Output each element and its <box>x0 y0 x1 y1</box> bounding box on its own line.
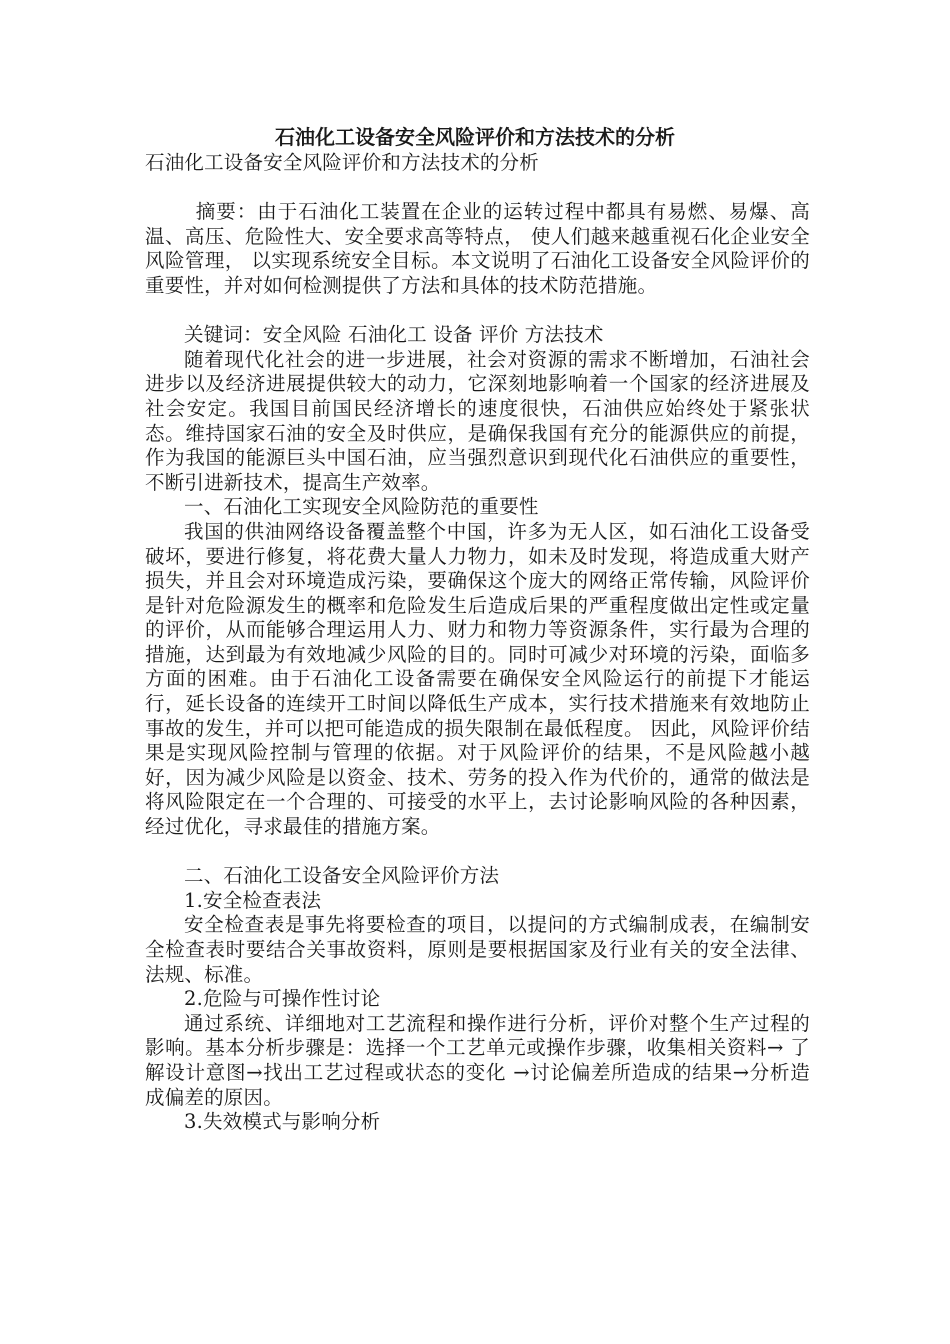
method-2-paragraph: 通过系统、详细地对工艺流程和操作进行分析，评价对整个生产过程的影响。基本分析步骤是：选择一个工艺单元或操作步骤，收集相关资料→ 了解设计意图→找出工艺过程或状态的变化 →讨论偏差所造成的结果→分析造成偏差的原因。 <box>145 1011 810 1109</box>
spacer <box>145 299 810 324</box>
document-title: 石油化工设备安全风险评价和方法技术的分析 <box>275 125 675 149</box>
method-2-heading: 2.危险与可操作性讨论 <box>184 987 381 1011</box>
spacer <box>145 840 810 865</box>
method-1-paragraph: 安全检查表是事先将要检查的项目，以提问的方式编制成表，在编制安全检查表时要结合关事故资料，原则是要根据国家及行业有关的安全法律、法规、标准。 <box>145 913 810 986</box>
section-2-heading: 二、石油化工设备安全风险评价方法 <box>184 864 500 888</box>
method-1-heading: 1.安全检查表法 <box>184 888 322 912</box>
spacer <box>145 176 810 201</box>
document-subtitle: 石油化工设备安全风险评价和方法技术的分析 <box>145 151 540 174</box>
intro-paragraph: 随着现代化社会的进一步进展，社会对资源的需求不断增加，石油社会进步以及经济进展提供较大的动力，它深刻地影响着一个国家的经济进展及社会安定。我国目前国民经济增长的速度很快，石油供应始终处于紧张状态。维持国家石油的安全及时供应，是确保我国有充分的能源供应的前提，作为我国的能源巨头中国石油，应当强烈意识到现代化石油供应的重要性，不断引进新技术，提高生产效率。 <box>145 347 810 494</box>
document-body <box>145 151 810 1135</box>
section-1-heading: 一、石油化工实现安全风险防范的重要性 <box>184 495 539 519</box>
keywords-line: 关键词：安全风险 石油化工 设备 评价 方法技术 <box>184 323 604 347</box>
abstract-paragraph: 摘要：由于石油化工装置在企业的运转过程中都具有易燃、易爆、高温、高压、危险性大、安全要求高等特点， 使人们越来越重视石化企业安全风险管理， 以实现系统安全目标。本文说明了石油化工设备安全风险评价的重要性，并对如何检测提供了方法和具体的技术防范措施。 <box>145 200 810 297</box>
section-1-paragraph: 我国的供油网络设备覆盖整个中国，许多为无人区，如石油化工设备受破坏，要进行修复，将花费大量人力物力，如未及时发现，将造成重大财产损失，并且会对环境造成污染，要确保这个庞大的网络正常传输，风险评价是针对危险源发生的概率和危险发生后造成后果的严重程度做出定性或定量的评价，从而能够合理运用人力、财力和物力等资源条件，实行最为合理的措施，达到最为有效地减少风险的目的。同时可减少对环境的污染，面临多方面的困难。由于石油化工设备需要在确保安全风险运行的前提下才能运行，延长设备的连续开工时间以降低生产成本，实行技术措施来有效地防止事故的发生，并可以把可能造成的损失限制在最低程度。 因此，风险评价结果是实现风险控制与管理的依据。对于风险评价的结果，不是风险越小越好，因为减少风险是以资金、技术、劳务的投入作为代价的，通常的做法是将风险限定在一个合理的、可接受的水平上，去讨论影响风险的各种因素，经过优化，寻求最佳的措施方案。 <box>145 519 810 839</box>
method-3-heading: 3.失效模式与影响分析 <box>184 1110 381 1134</box>
